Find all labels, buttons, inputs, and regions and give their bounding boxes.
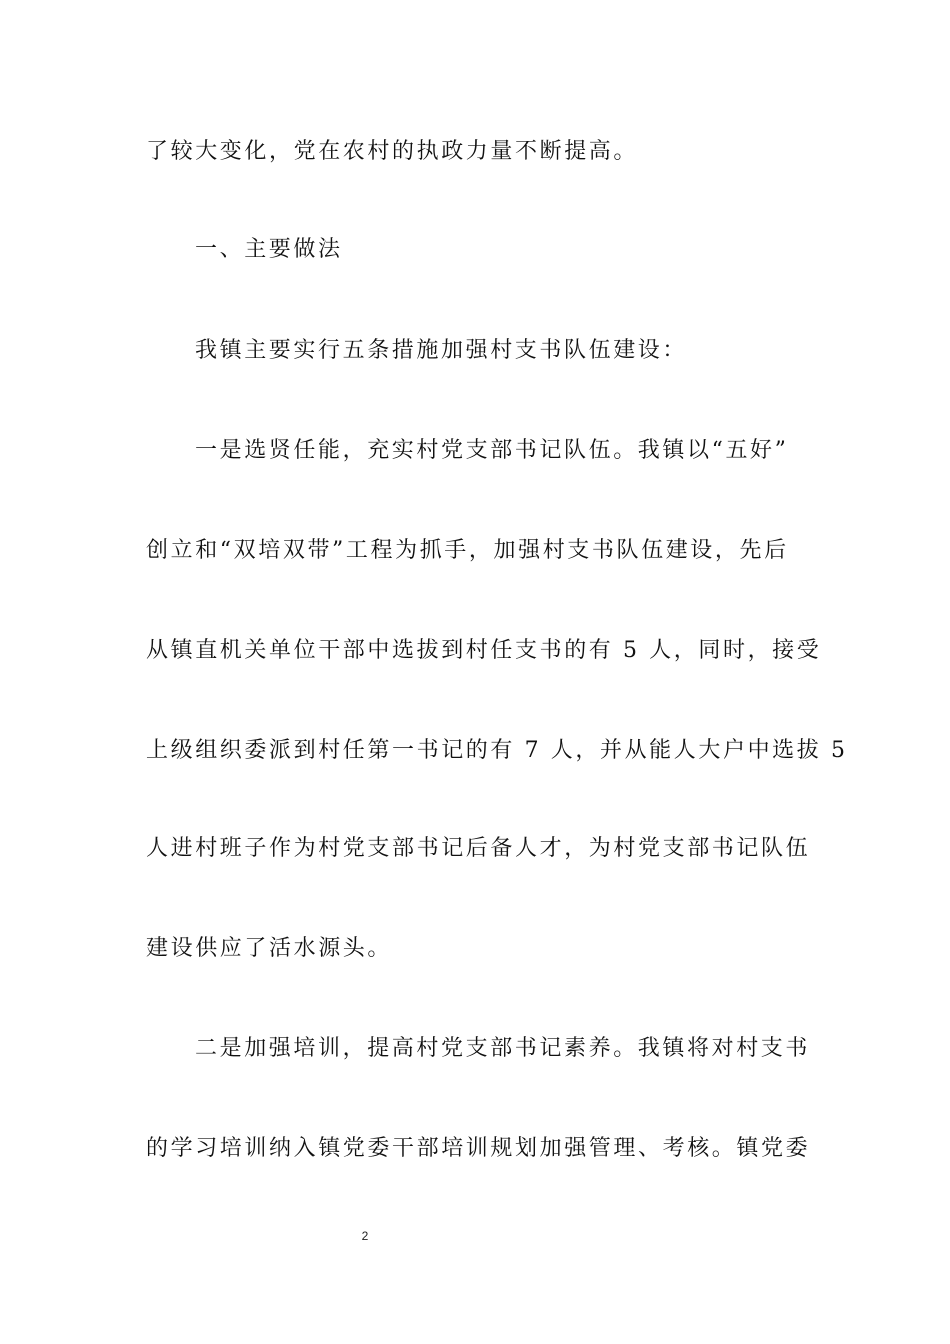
paragraph-line: 一是选贤任能，充实村党支部书记队伍。我镇以“五好”	[195, 438, 789, 463]
paragraph-line: 我镇主要实行五条措施加强村支书队伍建设：	[195, 338, 688, 363]
page-number: 2	[361, 1229, 369, 1243]
paragraph-line: 人进村班子作为村党支部书记后备人才，为村党支部书记队伍	[146, 836, 811, 861]
paragraph-line: 的学习培训纳入镇党委干部培训规划加强管理、考核。镇党委	[146, 1136, 811, 1161]
paragraph-line: 二是加强培训，提高村党支部书记素养。我镇将对村支书	[195, 1036, 811, 1061]
paragraph-line: 上级组织委派到村任第一书记的有 7 人，并从能人大户中选拔 5	[146, 738, 848, 763]
paragraph-line: 建设供应了活水源头。	[146, 936, 393, 961]
paragraph-line: 了较大变化，党在农村的执政力量不断提高。	[146, 139, 639, 164]
paragraph-line: 从镇直机关单位干部中选拔到村任支书的有 5 人，同时，接受	[146, 638, 822, 663]
paragraph-line: 创立和“双培双带”工程为抓手，加强村支书队伍建设，先后	[146, 538, 789, 563]
section-heading: 一、主要做法	[195, 237, 343, 262]
